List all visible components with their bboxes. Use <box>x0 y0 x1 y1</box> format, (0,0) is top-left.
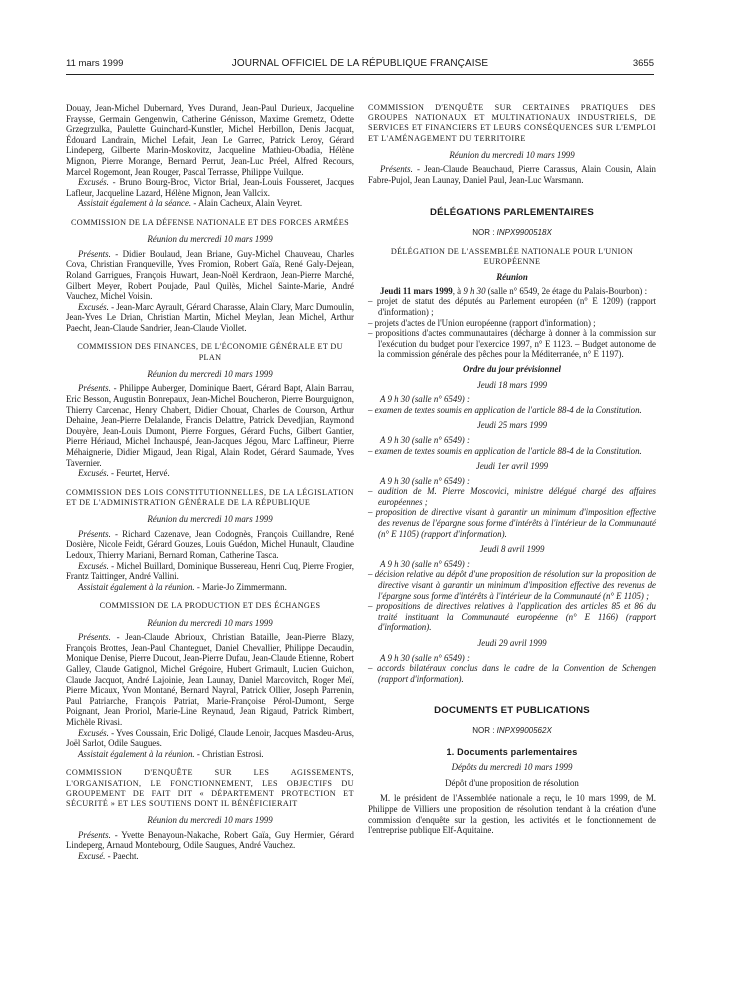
day-item: – proposition de directive visant à garantir un minimum d'imposition effective des revenus de l'épargne sous forme d'intérêts à l'intérieur de la Communauté (n° E 1105) (rapport d'information). <box>368 507 656 539</box>
section-title-production: COMMISSION DE LA PRODUCTION ET DES ÉCHANGES <box>99 601 321 611</box>
present-production: Présents. - Jean-Claude Abrioux, Christian Bataille, Jean-Pierre Blazy, François Brottes, Jean-Paul Chanteguet, Daniel Chevallier, Philippe Decaudin, Monique Denise, Pierre Ducout, Jean-Pierre Dufau, Jean-Claude Etienne, Robert Galley, Claude Gatignol, Michel Grégoire, Hubert Grimault, Lucien Guichon, Claude Jacquot, André Lajoinie, Jean Launay, Daniel Marcovitch, Roger Meï, Pierre Micaux, Yvon Montané, Bernard Nayral, Patrick Ollier, Joseph Parrenin, Paul Patriarche, François Patriat, Marie-Françoise Pérol-Dumont, Serge Poignant, Jean Proriol, Marie-Line Reynaud, Jean Rigaud, Patrick Rimbert, Michèle Rivasi. <box>66 632 354 727</box>
day-time: A 9 h 30 (salle n° 6549) : <box>380 434 470 445</box>
day-heading: Jeudi 8 avril 1999 <box>479 544 545 555</box>
depot-text: M. le président de l'Assemblée nationale a reçu, le 10 mars 1999, de M. Philippe de Villiers une proposition de résolution tendant à la création d'une commission d'enquête sur la gestion, les activités et le fonctionnement de l'entreprise publique Elf-Aquitaine. <box>368 793 656 836</box>
header-rule <box>66 74 654 75</box>
day-time: A 9 h 30 (salle n° 6549) : <box>380 394 470 405</box>
depot-type: Dépôt d'une proposition de résolution <box>445 777 579 788</box>
meeting-date-lois: Réunion du mercredi 10 mars 1999 <box>147 514 273 525</box>
day-item: – audition de M. Pierre Moscovici, ministre délégué chargé des affaires européennes ; <box>368 486 656 507</box>
day-item: – examen de textes soumis en application de l'article 88-4 de la Constitution. <box>368 445 642 456</box>
header-journal-title: JOURNAL OFFICIEL DE LA RÉPUBLIQUE FRANÇAISE <box>231 58 489 69</box>
nor-delegations: NOR : INPX9900518X <box>472 228 552 238</box>
day-item: – propositions de directives relatives à l'application des articles 85 et 86 du traité instituant la Communauté européenne (n° E 1166) (rapport d'information). <box>368 601 656 633</box>
meeting-date-finances: Réunion du mercredi 10 mars 1999 <box>147 368 273 379</box>
nor-documents: NOR : INPX9900562X <box>472 725 552 735</box>
intro-excuses: Excusés. - Bruno Bourg-Broc, Victor Brial, Jean-Louis Fousseret, Jacques Lafleur, Jacqueline Lazard, Hélène Mignon, Jean Vallcix. <box>66 177 354 198</box>
meeting-date-defense: Réunion du mercredi 10 mars 1999 <box>147 234 273 245</box>
excuses-defense: Excusés. - Jean-Marc Ayrault, Gérard Charasse, Alain Clary, Marc Dumoulin, Jean-Yves Le Drian, Christian Martin, Michel Meylan, Jean Michel, Arthur Paecht, Jean-Claude Sandrier, Jean-Claude Viollet. <box>66 301 354 333</box>
day-time: A 9 h 30 (salle n° 6549) : <box>380 558 470 569</box>
section-title-enquete-dps: COMMISSION D'ENQUÊTE SUR LES AGISSEMENTS, L'ORGANISATION, LE FONCTIONNEMENT, LES OBJECTIFS DU GROUPEMENT DE FAIT DIT « DÉPARTEMENT PROTECTION ET SÉCURITÉ » ET LES SOUTIENS DONT IL BÉNÉFICIERAIT <box>66 768 354 808</box>
ordre-du-jour-label: Ordre du jour prévisionnel <box>463 363 561 374</box>
section-title-enquete-groupes: COMMISSION D'ENQUÊTE SUR CERTAINES PRATIQUES DES GROUPES NATIONAUX ET MULTINATIONAUX INDUSTRIELS, DE SERVICES ET FINANCIERS ET LEURS CONSÉQUENCES SUR L'EMPLOI ET L'AMÉNAGEMENT DU TERRITOIRE <box>368 103 656 143</box>
intro-names: Douay, Jean-Michel Dubernard, Yves Durand, Jean-Paul Durieux, Jacqueline Fraysse, Germain Gengenwin, Catherine Génisson, Maxime Gremetz, Odette Grzegrzulka, Paulette Guinchard-Kunstler, Michel Herbillon, Denis Jacquat, Édouard Landrain, Michel Lefait, Jean Le Garrec, Patrick Leroy, Gérard Lindeperg, Gilberte Marin-Moskovitz, Jacqueline Mathieu-Obadia, Hélène Mignon, Pierre Morange, Bernard Perrut, Jean-Luc Préel, Alfred Recours, Marcel Rogemont, Jean Rouger, Pascal Terrasse, Philippe Vuilque. <box>66 103 354 177</box>
delegation-title: DÉLÉGATION DE L'ASSEMBLÉE NATIONALE POUR L'UNION EUROPÉENNE <box>390 246 634 266</box>
agenda-item: – projet de statut des députés au Parlement européen (n° E 1209) (rapport d'information) ; <box>368 296 656 317</box>
agenda-item: – projets d'actes de l'Union européenne (rapport d'information) ; <box>368 317 596 328</box>
meeting-date-enquete-dps: Réunion du mercredi 10 mars 1999 <box>147 815 273 826</box>
intro-assist: Assistait également à la séance. - Alain Cacheux, Alain Veyret. <box>78 198 303 209</box>
present-finances: Présents. - Philippe Auberger, Dominique Baert, Gérard Bapt, Alain Barrau, Eric Besson, Augustin Bonrepaux, Jean-Michel Boucheron, Pierre Bourguignon, Thierry Carcenac, Henry Chabert, Didier Chouat, Charles de Courson, Arthur Dehaine, Jean-Pierre Delalande, Francis Delattre, Patrick Devedjian, Raymond Douyère, Jean-Louis Dumont, Pierre Forgues, Gérard Fuchs, Gilbert Gantier, Pierre Hériaud, Michel Inchauspé, Jean-Jacques Jégou, Marc Laffineur, Pierre Méhaignerie, Didier Migaud, Jean Rigal, Alain Rodet, Gérard Saumade, Yves Tavernier. <box>66 383 354 468</box>
reunion-label: Réunion <box>496 272 528 283</box>
header-page-number: 3655 <box>632 58 654 69</box>
present-lois: Présents. - Richard Cazenave, Jean Codognès, François Cuillandre, René Dosière, Nicole Feidt, Gérard Gouzes, Louis Guédon, Michel Hunault, Claudine Ledoux, Thierry Mariani, Bernard Roman, Catherine Tasca. <box>66 528 354 561</box>
day-heading: Jeudi 1er avril 1999 <box>475 461 549 472</box>
agenda-item: – propositions d'actes communautaires (décharge à donner à la commission sur l'exécution du budget pour l'exercice 1997, n° E 1123. – Budget autonome de la commission générale des pêches pour la Méditerranée, n° E 1197). <box>368 328 656 360</box>
present-defense: Présents. - Didier Boulaud, Jean Briane, Guy-Michel Chauveau, Charles Cova, Christian Franqueville, Yves Fromion, Robert Gaïa, René Galy-Dejean, Roland Garrigues, François Huwart, Jean-Noël Kerdraon, Jean-Pierre Marché, Gilbert Meyer, Robert Poujade, Paul Quilès, Michel Sainte-Marie, André Vauchez, Michel Voisin. <box>66 248 354 302</box>
right-column <box>368 103 656 836</box>
assist-lois: Assistait également à la réunion. - Marie-Jo Zimmermann. <box>78 581 287 592</box>
section-title-lois: COMMISSION DES LOIS CONSTITUTIONNELLES, DE LA LÉGISLATION ET DE L'ADMINISTRATION GÉNÉRALE DE LA RÉPUBLIQUE <box>66 487 354 508</box>
day-heading: Jeudi 18 mars 1999 <box>476 379 548 390</box>
reunion-date: Jeudi 11 mars 1999, à 9 h 30 (salle n° 6549, 2e étage du Palais-Bourbon) : <box>380 285 648 296</box>
excuses-finances: Excusés. - Feurtet, Hervé. <box>78 468 170 479</box>
excuses-lois: Excusés. - Michel Buillard, Dominique Bussereau, Henri Cuq, Pierre Frogier, Frantz Taittinger, André Vallini. <box>66 560 354 582</box>
day-item: – accords bilatéraux conclus dans le cadre de la Convention de Schengen (rapport d'information). <box>368 663 656 684</box>
meeting-date-enquete-groupes: Réunion du mercredi 10 mars 1999 <box>449 149 575 160</box>
day-item: – examen de textes soumis en application de l'article 88-4 de la Constitution. <box>368 404 642 415</box>
header-date: 11 mars 1999 <box>66 58 124 69</box>
day-time: A 9 h 30 (salle n° 6549) : <box>380 652 470 663</box>
heading-delegations: DÉLÉGATIONS PARLEMENTAIRES <box>429 206 595 218</box>
day-heading: Jeudi 29 avril 1999 <box>477 638 547 648</box>
day-time: A 9 h 30 (salle n° 6549) : <box>380 475 470 486</box>
assist-production: Assistait également à la réunion. - Christian Estrosi. <box>78 748 264 759</box>
subheading-documents-parlementaires: 1. Documents parlementaires <box>446 746 578 757</box>
section-title-finances: COMMISSION DES FINANCES, DE L'ÉCONOMIE GÉNÉRALE ET DU PLAN <box>77 342 343 362</box>
present-enquete-groupes: Présents. - Jean-Claude Beauchaud, Pierre Carassus, Alain Cousin, Alain Fabre-Pujol, Jean Launay, Daniel Paul, Jean-Luc Warsmann. <box>368 164 656 185</box>
excuses-production: Excusés. - Yves Coussain, Eric Doligé, Claude Lenoir, Jacques Masdeu-Arus, Joël Sarlot, Odile Saugues. <box>66 727 354 749</box>
day-item: – décision relative au dépôt d'une proposition de résolution sur la proposition de directive visant à garantir un minimum d'imposition effective des revenus de l'épargne sous forme d'intérêts à l'intérieur de la Communauté (n° E 1105) ; <box>368 569 656 601</box>
meeting-date-production: Réunion du mercredi 10 mars 1999 <box>147 617 273 628</box>
heading-documents: DOCUMENTS ET PUBLICATIONS <box>434 705 590 717</box>
excuses-enquete-dps: Excusé. - Paecht. <box>78 850 139 861</box>
section-title-defense: COMMISSION DE LA DÉFENSE NATIONALE ET DES FORCES ARMÉES <box>71 217 349 227</box>
day-heading: Jeudi 25 mars 1999 <box>476 420 548 431</box>
page-header <box>66 58 654 74</box>
left-column <box>66 103 354 862</box>
present-enquete-dps: Présents. - Yvette Benayoun-Nakache, Robert Gaïa, Guy Hermier, Gérard Lindeperg, Arnaud Montebourg, Odile Saugues, André Vauchez. <box>66 829 354 851</box>
depots-date: Dépôts du mercredi 10 mars 1999 <box>451 762 573 773</box>
